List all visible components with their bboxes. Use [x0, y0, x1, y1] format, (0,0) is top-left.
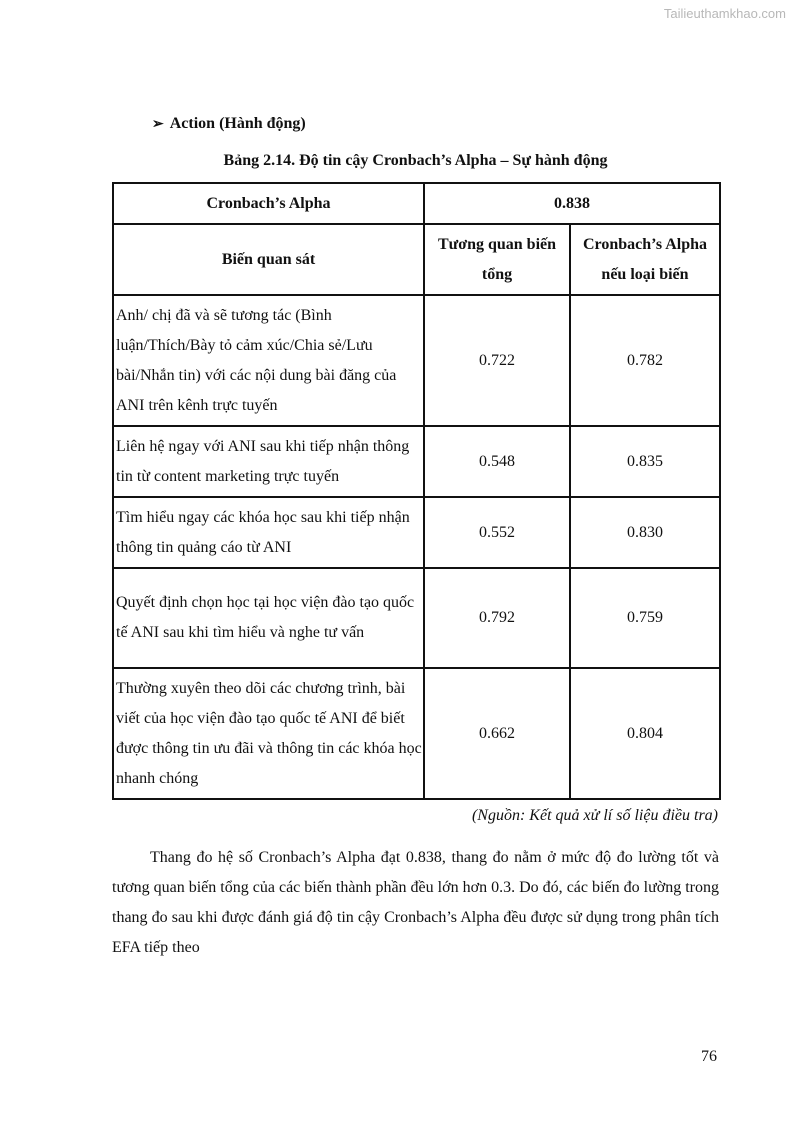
correlation-cell: 0.722	[424, 295, 570, 426]
body-paragraph: Thang đo hệ số Cronbach’s Alpha đạt 0.838, thang đo nằm ở mức độ đo lường tốt và tương quan biến tổng của các biến thành phần đều lớn hơn 0.3. Do đó, các biến đo lường trong thang đo sau khi được đánh giá độ tin cậy Cronbach’s Alpha đều được sử dụng trong phân tích EFA tiếp theo	[112, 849, 719, 956]
watermark: Tailieuthamkhao.com	[663, 6, 786, 21]
variable-cell: Thường xuyên theo dõi các chương trình, bài viết của học viện đào tạo quốc tế ANI để biết được thông tin ưu đãi và thông tin các khóa học nhanh chóng	[113, 668, 424, 799]
table-header-row	[113, 224, 720, 295]
page-number: 76	[701, 1048, 717, 1065]
correlation-cell: 0.552	[424, 497, 570, 568]
alpha-if-deleted-cell: 0.782	[570, 295, 720, 426]
variable-cell: Anh/ chị đã và sẽ tương tác (Bình luận/Thích/Bày tỏ cảm xúc/Chia sẻ/Lưu bài/Nhắn tin) với các nội dung bài đăng của ANI trên kênh trực tuyến	[113, 295, 424, 426]
alpha-label-cell: Cronbach’s Alpha	[113, 183, 424, 224]
table-row	[113, 426, 720, 497]
header-alpha-if-deleted: Cronbach’s Alpha nếu loại biến	[570, 224, 720, 295]
header-item-total-correlation: Tương quan biến tổng	[424, 224, 570, 295]
variable-cell: Liên hệ ngay với ANI sau khi tiếp nhận thông tin từ content marketing trực tuyến	[113, 426, 424, 497]
cronbach-table	[112, 182, 721, 800]
table-row	[113, 295, 720, 426]
correlation-cell: 0.548	[424, 426, 570, 497]
table-row	[113, 568, 720, 668]
alpha-if-deleted-cell: 0.804	[570, 668, 720, 799]
alpha-value-cell: 0.838	[424, 183, 720, 224]
source-note: (Nguồn: Kết quả xử lí số liệu điều tra)	[471, 807, 718, 824]
table-row	[113, 668, 720, 799]
arrow-bullet-icon: ➢	[152, 117, 164, 132]
table-caption: Bảng 2.14. Độ tin cậy Cronbach’s Alpha – Sự hành động	[223, 152, 608, 169]
variable-cell: Tìm hiểu ngay các khóa học sau khi tiếp nhận thông tin quảng cáo từ ANI	[113, 497, 424, 568]
variable-cell: Quyết định chọn học tại học viện đào tạo quốc tế ANI sau khi tìm hiểu và nghe tư vấn	[113, 568, 424, 668]
table-row-alpha	[113, 183, 720, 224]
correlation-cell: 0.792	[424, 568, 570, 668]
section-heading	[152, 115, 306, 133]
alpha-if-deleted-cell: 0.835	[570, 426, 720, 497]
header-variable: Biến quan sát	[113, 224, 424, 295]
alpha-if-deleted-cell: 0.759	[570, 568, 720, 668]
section-heading-text: Action (Hành động)	[169, 115, 306, 132]
alpha-if-deleted-cell: 0.830	[570, 497, 720, 568]
correlation-cell: 0.662	[424, 668, 570, 799]
table-row	[113, 497, 720, 568]
